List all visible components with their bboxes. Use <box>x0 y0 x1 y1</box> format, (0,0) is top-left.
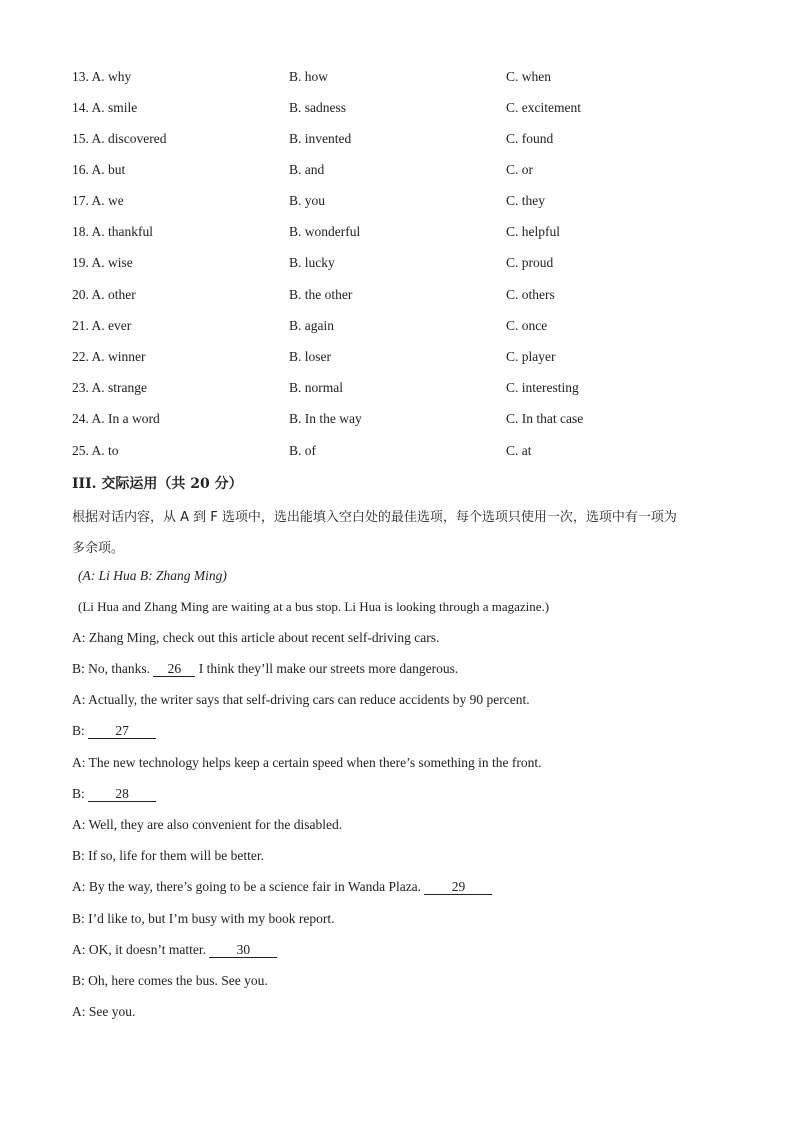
option-c: C. they <box>506 193 545 208</box>
question-row-15 <box>0 131 794 151</box>
option-c: C. found <box>506 131 554 146</box>
option-a: 16. A. but <box>72 162 126 177</box>
option-a: 24. A. In a word <box>72 411 160 426</box>
dialogue-line-26 <box>72 661 458 677</box>
instruction-line-2: 多余项。 <box>72 541 125 556</box>
question-row-23 <box>0 380 794 400</box>
option-b: B. lucky <box>289 255 335 270</box>
option-b: B. you <box>289 193 326 208</box>
option-a: 20. A. other <box>72 287 136 302</box>
dialogue-line-30 <box>72 942 277 958</box>
option-c: C. helpful <box>506 224 560 239</box>
question-row-25 <box>0 443 794 463</box>
option-a: 21. A. ever <box>72 318 132 333</box>
question-row-19 <box>0 255 794 275</box>
option-b: B. loser <box>289 349 331 364</box>
option-a: 23. A. strange <box>72 380 147 395</box>
option-a: 13. A. why <box>72 69 132 84</box>
option-a: 15. A. discovered <box>72 131 167 146</box>
scene-description: (Li Hua and Zhang Ming are waiting at a bus stop. Li Hua is looking through a magazine.) <box>78 599 550 614</box>
question-row-18 <box>0 224 794 244</box>
option-b: B. normal <box>289 380 343 395</box>
dialogue-text: I think they’ll make our streets more dangerous. <box>195 661 459 676</box>
option-b: B. In the way <box>289 411 362 426</box>
dialogue-line-29 <box>72 879 492 895</box>
option-a: 19. A. wise <box>72 255 133 270</box>
option-c: C. once <box>506 318 548 333</box>
option-c: C. interesting <box>506 380 579 395</box>
option-c: C. excitement <box>506 100 581 115</box>
option-c: C. others <box>506 287 555 302</box>
blank-29[interactable]: 29 <box>424 879 492 895</box>
option-b: B. wonderful <box>289 224 361 239</box>
blank-28[interactable]: 28 <box>88 786 156 802</box>
question-row-20 <box>0 287 794 307</box>
dialogue-text: B: <box>72 723 89 738</box>
question-row-13 <box>0 69 794 89</box>
instruction-line-1: 根据对话内容，从 A 到 F 选项中，选出能填入空白处的最佳选项，每个选项只使用一次，选项中有一项为 <box>72 510 677 525</box>
option-b: B. how <box>289 69 329 84</box>
option-a: 25. A. to <box>72 443 119 458</box>
section-title: III. 交际运用（共 20 分） <box>72 476 243 492</box>
question-row-17 <box>0 193 794 213</box>
dialogue-line: A: Well, they are also convenient for the disabled. <box>72 817 343 832</box>
dialogue-line: B: I’d like to, but I’m busy with my book report. <box>72 911 335 926</box>
option-b: B. invented <box>289 131 352 146</box>
option-c: C. at <box>506 443 532 458</box>
dialogue-text: A: OK, it doesn’t matter. <box>72 942 210 957</box>
option-a: 18. A. thankful <box>72 224 153 239</box>
blank-26[interactable]: 26 <box>153 661 195 677</box>
question-row-16 <box>0 162 794 182</box>
option-a: 14. A. smile <box>72 100 138 115</box>
dialogue-text: B: <box>72 786 89 801</box>
dialogue-line: A: Actually, the writer says that self-driving cars can reduce accidents by 90 percent. <box>72 692 530 707</box>
option-b: B. of <box>289 443 316 458</box>
option-c: C. player <box>506 349 556 364</box>
option-b: B. and <box>289 162 325 177</box>
option-c: C. proud <box>506 255 554 270</box>
option-a: 17. A. we <box>72 193 124 208</box>
option-b: B. sadness <box>289 100 346 115</box>
dialogue-line: A: The new technology helps keep a certain speed when there’s something in the front. <box>72 755 542 770</box>
speakers-note: (A: Li Hua B: Zhang Ming) <box>78 568 227 583</box>
blank-27[interactable]: 27 <box>88 723 156 739</box>
question-row-22 <box>0 349 794 369</box>
option-a: 22. A. winner <box>72 349 146 364</box>
option-c: C. when <box>506 69 551 84</box>
dialogue-text: B: No, thanks. <box>72 661 154 676</box>
blank-30[interactable]: 30 <box>209 942 277 958</box>
dialogue-line: B: Oh, here comes the bus. See you. <box>72 973 268 988</box>
dialogue-line: A: Zhang Ming, check out this article about recent self-driving cars. <box>72 630 440 645</box>
dialogue-line: B: If so, life for them will be better. <box>72 848 264 863</box>
option-b: B. the other <box>289 287 353 302</box>
dialogue-text: A: By the way, there’s going to be a science fair in Wanda Plaza. <box>72 879 425 894</box>
dialogue-line: A: See you. <box>72 1004 136 1019</box>
option-c: C. In that case <box>506 411 584 426</box>
question-row-21 <box>0 318 794 338</box>
option-b: B. again <box>289 318 334 333</box>
dialogue-line-27 <box>72 723 156 739</box>
question-row-14 <box>0 100 794 120</box>
question-row-24 <box>0 411 794 431</box>
option-c: C. or <box>506 162 533 177</box>
dialogue-line-28 <box>72 786 156 802</box>
